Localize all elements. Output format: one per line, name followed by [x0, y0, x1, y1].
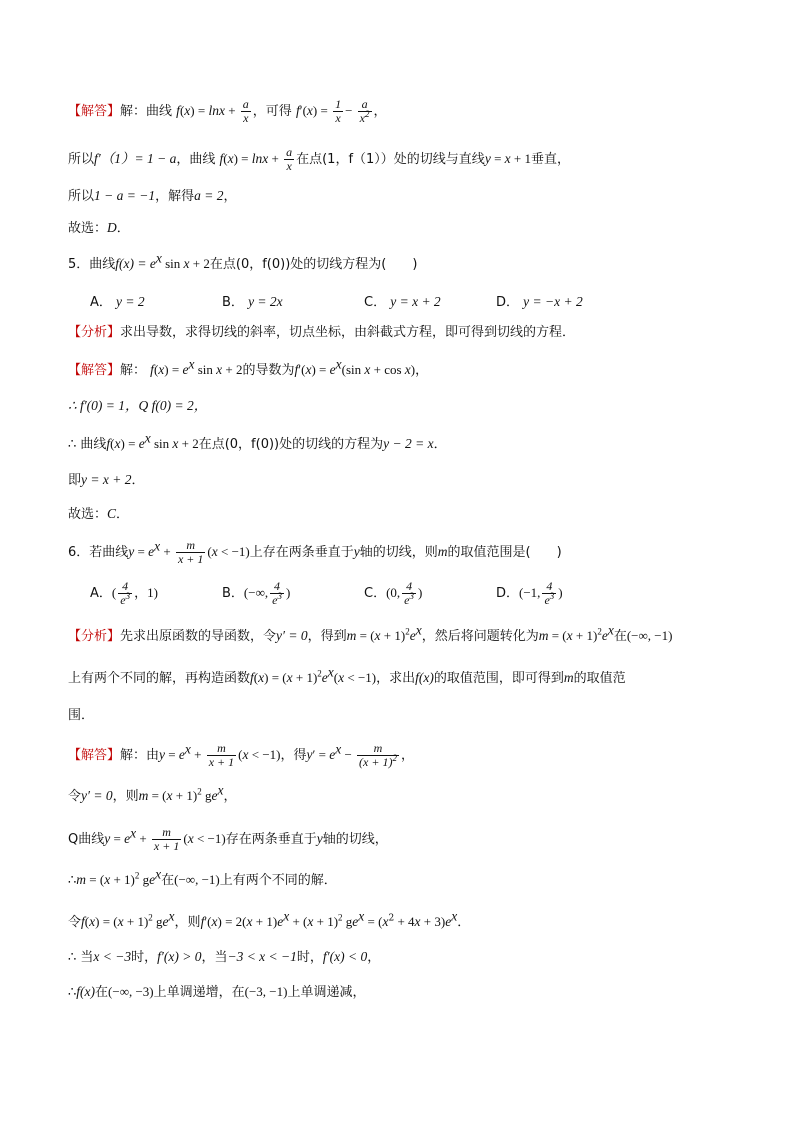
question-6-stem: 6．若曲线$y = e^x$ + $\frac{m}{x + 1}$ (x < −1)上存在两条垂直于y轴的切线，则m的取值范围是( ) [68, 538, 562, 566]
fraction: $\frac{a}{x}$ [242, 97, 249, 125]
answer-label: 【解答】 [68, 104, 121, 119]
question-6-answer-2: 令y′ = 0，则$m = (x + 1)^2$ $ge^x$， [68, 782, 237, 804]
question-5-answer-2: ∴ f′(0) = 1，Q f(0) = 2， [68, 398, 208, 413]
question-5-stem: 5．曲线$f(x) = e^x$ sin x + 2在点(0，f(0))处的切线方程为( ) [68, 250, 418, 272]
option-b: B．(−∞, $\frac{4}{e^3}$ ) [222, 579, 291, 607]
question-6-answer-1: 【解答】解：由$y = e^x$ + $\frac{m}{x + 1}$ (x < −1)，得$y' = e^x$ − $\frac{m}{(x + 1)^2}$ ， [68, 741, 414, 769]
question-6-answer-3: Q曲线$y = e^x$ + $\frac{m}{x + 1}$ (x < −1)存在两条垂直于y轴的切线， [68, 825, 388, 853]
question-5-answer-4: 即y = x + 2． [68, 472, 145, 488]
question-6-analysis-1: 【分析】先求出原函数的导函数，令y′ = 0，得到$m = (x + 1)^2e^x$，然后将问题转化为$m = (x + 1)^2e^x$在(−∞, −1) [68, 622, 673, 644]
option-b: B． y = 2x [222, 294, 283, 310]
answer-line-3: 所以1 − a = −1，解得a = 2， [68, 188, 237, 204]
option-c: C．(0, $\frac{4}{e^3}$ ) [364, 579, 423, 607]
question-6-answer-7: ∴f(x)在(−∞, −3)上单调递增，在(−3, −1)上单调递减， [68, 984, 366, 1000]
question-6-answer-5: 令$f(x) = (x + 1)^2$ $ge^x$，则$f'(x) = 2(x + 1)e^x + (x + 1)^2$ $ge^x = (x^2 + 4x + 3)e^x$． [68, 908, 471, 930]
formula: f [176, 103, 180, 118]
option-d: D．(−1, $\frac{4}{e^3}$ ) [496, 579, 563, 607]
question-6-answer-6: ∴ 当x < −3时，f′(x) > 0，当−3 < x < −1时，f′(x) < 0， [68, 949, 381, 965]
option-a: A． y = 2 [90, 294, 145, 310]
option-d: D． y = −x + 2 [496, 294, 583, 310]
answer-line-2: 所以f′（1）= 1 − a，曲线 f(x) = lnx + $\frac{a}{x}$ 在点(1，f（1））处的切线与直线y = x + 1垂直， [68, 145, 571, 173]
answer-choice-line: 故选：D． [68, 220, 130, 236]
option-a: A．( $\frac{4}{e^3}$ ，1) [90, 579, 158, 607]
question-6-answer-4: ∴m = $(x + 1)^2$ $ge^x$在(−∞, −1)上有两个不同的解． [68, 866, 337, 888]
question-6-analysis-3: 围． [68, 708, 95, 723]
question-5-answer-3: ∴ 曲线$f(x) = e^x$ sin x + 2在点(0，f(0))处的切线的方程为y − 2 = x． [68, 430, 447, 452]
answer-line-1: 【解答】解：曲线 f(x) = lnx + $\frac{a}{x}$ ，可得 f′(x) = $\frac{1}{x}$ − $\frac{a}{x^2}$ ， [68, 97, 387, 125]
question-5-analysis: 【分析】求出导数，求得切线的斜率，切点坐标，由斜截式方程，即可得到切线的方程． [68, 325, 576, 340]
question-5-answer-1: 【解答】解： $f(x) = e^x$ sin x + 2的导数为$f'(x) = e^x(\sin$ x + cos x)， [68, 356, 429, 378]
question-5-choice: 故选：C． [68, 506, 130, 522]
question-6-analysis-2: 上有两个不同的解，再构造函数$f(x) = (x + 1)^2e^x(x < -1)$，求出f(x)的取值范围，即可得到m的取值范 [68, 664, 626, 686]
option-c: C． y = x + 2 [364, 294, 441, 310]
